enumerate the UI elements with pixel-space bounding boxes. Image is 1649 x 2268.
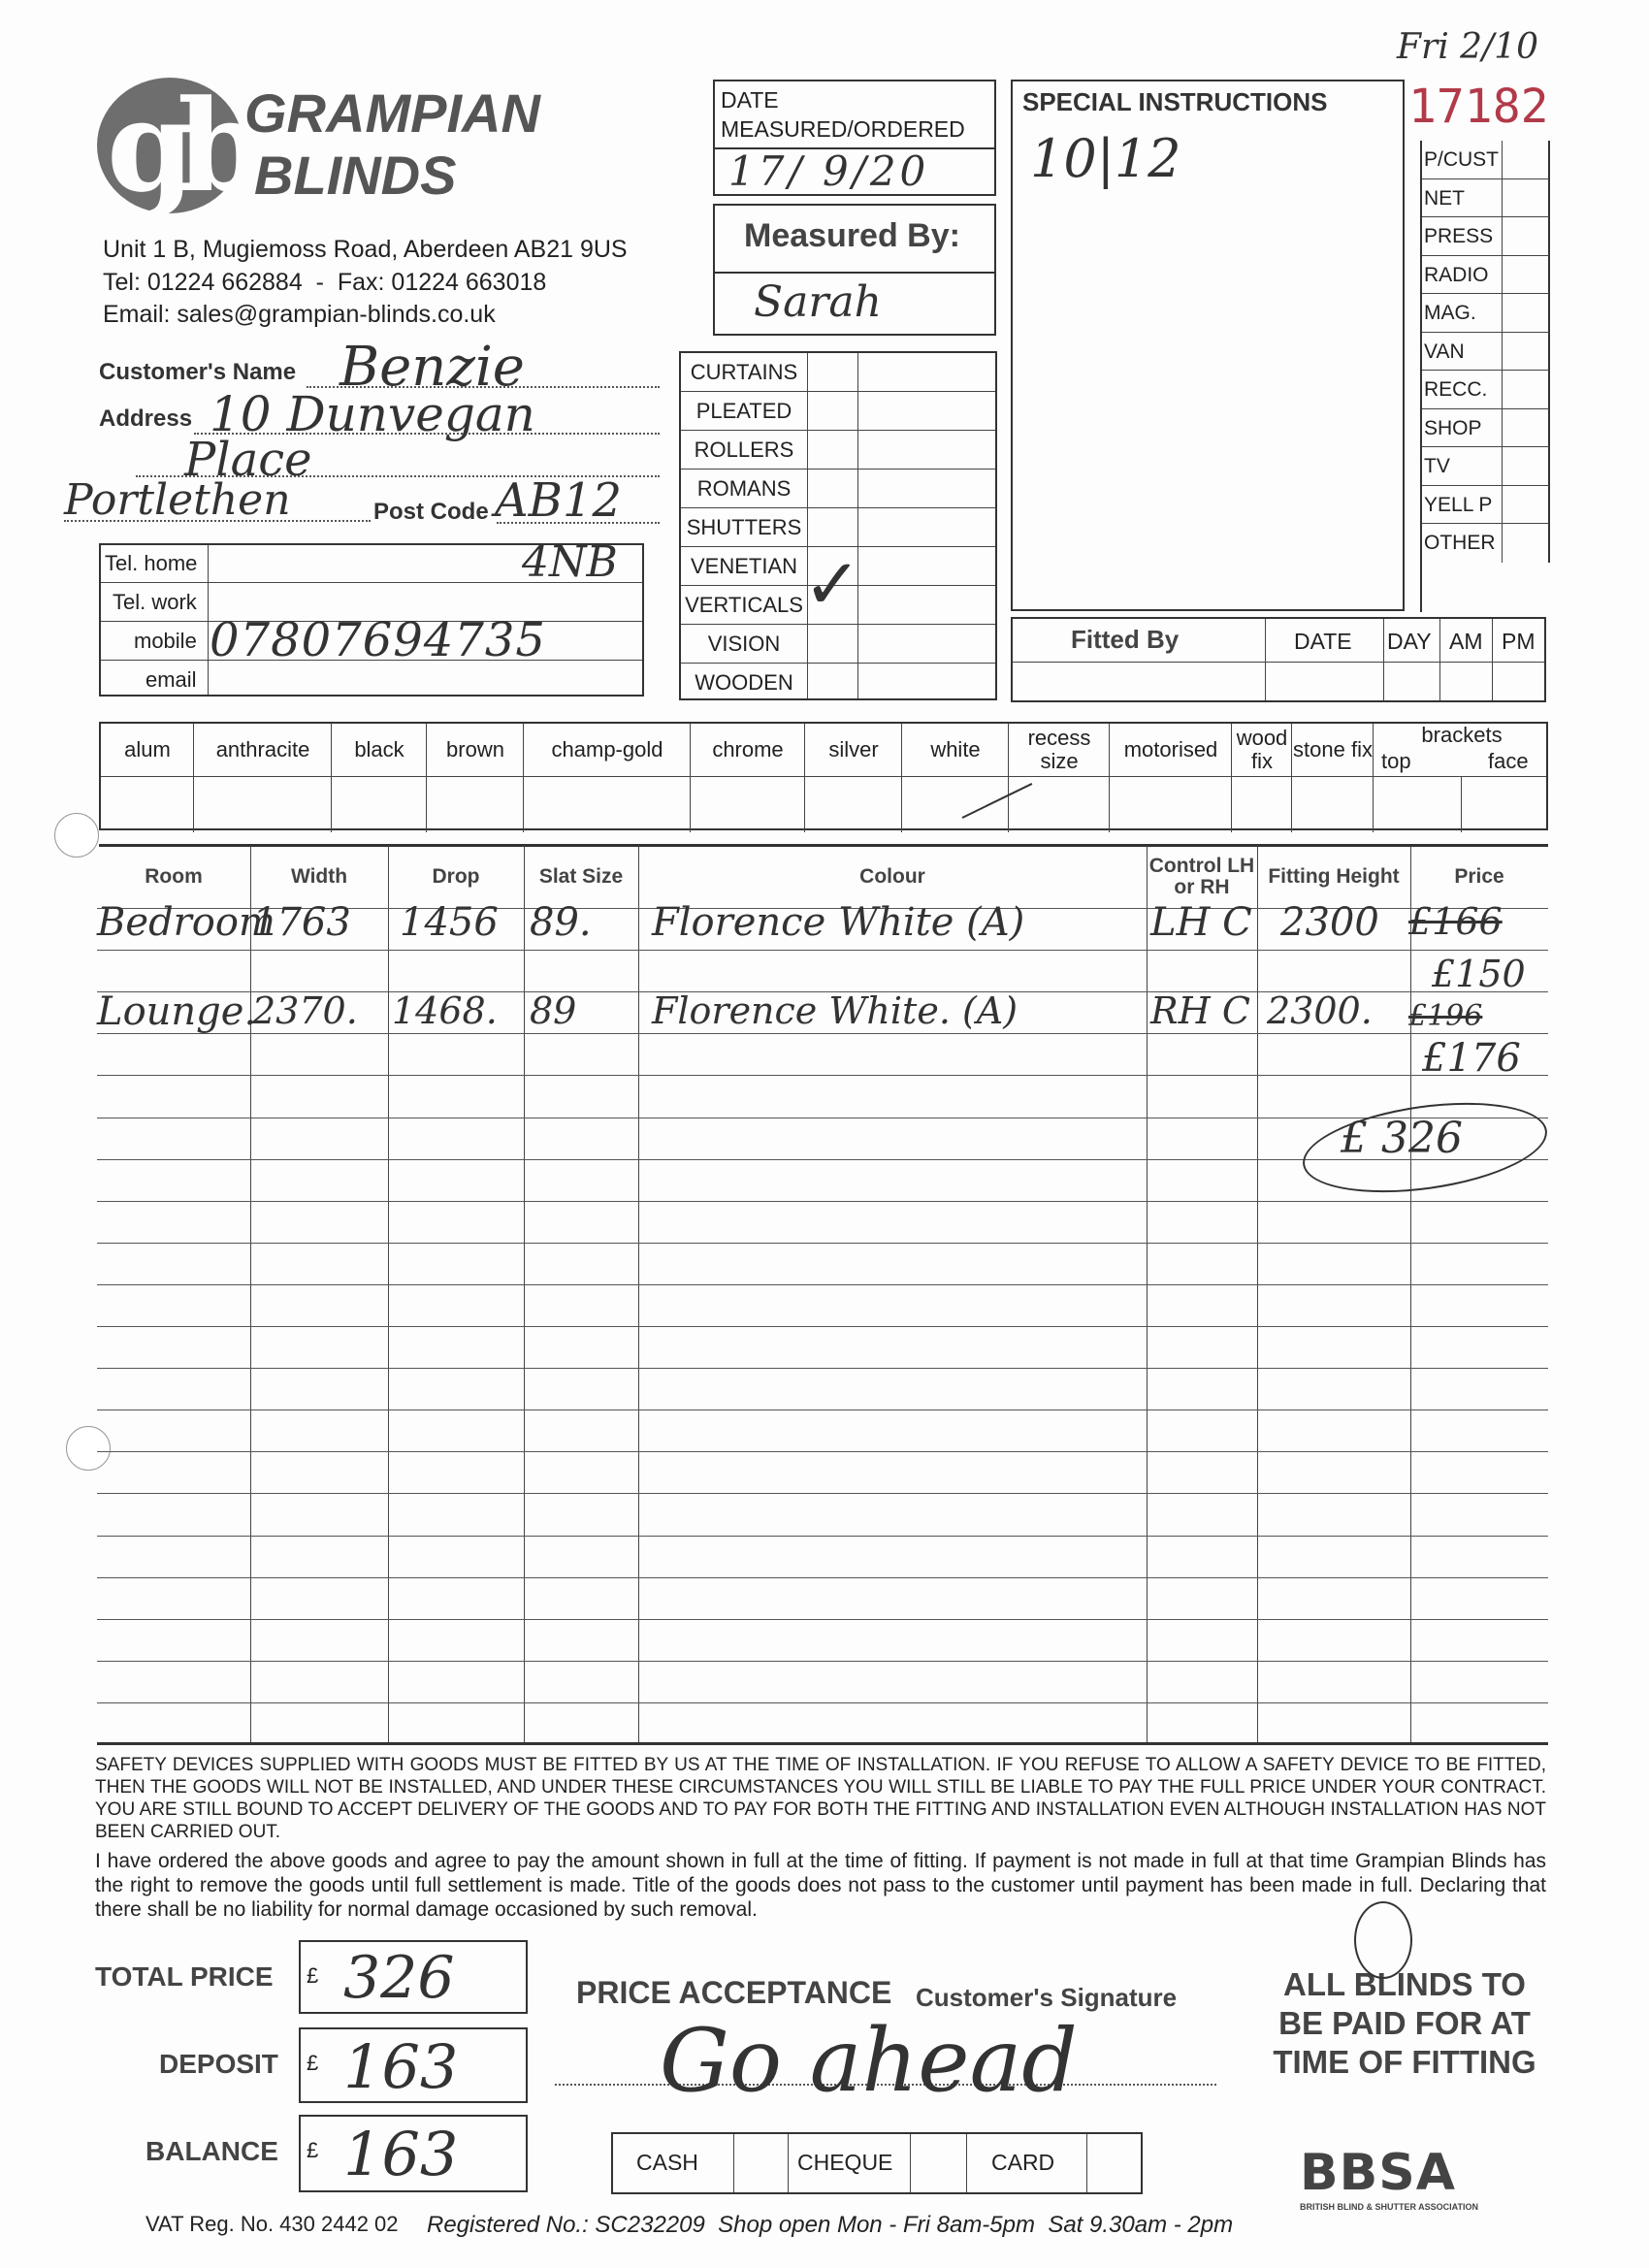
order-table	[97, 846, 1548, 1742]
row-line	[97, 1284, 1548, 1285]
source-option-shop[interactable]: SHOP	[1422, 409, 1502, 448]
column-header-drop: Drop	[432, 865, 480, 888]
source-checkbox[interactable]	[1502, 524, 1550, 563]
row2-width: 2370.	[252, 989, 358, 1032]
address-line1: 10 Dunvegan	[210, 386, 535, 442]
balance-value: 163	[343, 2119, 459, 2189]
payment-notice: ALL BLINDS TO BE PAID FOR AT TIME OF FITTING	[1273, 1966, 1536, 2080]
special-instructions-label: SPECIAL INSTRUCTIONS	[1022, 87, 1328, 116]
source-checkbox[interactable]	[1502, 333, 1550, 372]
row2-price: £176	[1422, 1036, 1521, 1081]
registered-info: Registered No.: SC232209 Shop open Mon - Fri 8am-5pm Sat 9.30am - 2pm	[427, 2212, 1234, 2238]
column-header-slat-size: Slat Size	[538, 865, 624, 888]
product-types	[679, 351, 997, 700]
special-instructions-box	[1011, 80, 1405, 611]
finish-options	[99, 722, 1548, 830]
row2-drop: 1468.	[392, 989, 498, 1032]
source-option-van[interactable]: VAN	[1422, 333, 1502, 372]
source-option-radio[interactable]: RADIO	[1422, 256, 1502, 295]
column-header-room: Room	[145, 865, 203, 888]
row-line	[97, 1201, 1548, 1202]
fitted-by-label: Fitted By	[1071, 625, 1180, 654]
punch-hole-top	[54, 813, 99, 858]
safety-terms: SAFETY DEVICES SUPPLIED WITH GOODS MUST BE FITTED BY US AT THE TIME OF INSTALLATION. IF YOU REFUSE TO ALLOW A SAFETY DEVICE TO BE FITTED, THEN THE GOODS WILL NOT BE INSTALLED, AND UNDER THESE CIRCUMSTANCES YOU WILL STILL BE LIABLE TO PAY THE FULL PRICE UNDER YOUR CONTRACT. YOU ARE STILL BOUND TO ACCEPT DELIVERY OF THE GOODS AND TO PAY FOR BOTH THE FITTING AND INSTALLATION EVEN ALTHOUGH INSTALLATION HAS NOT BEEN CARRIED OUT.	[95, 1755, 1546, 1842]
cash-option[interactable]: CASH	[636, 2150, 698, 2175]
tel-home-label: Tel. home	[105, 551, 198, 575]
row2-slat: 89	[530, 989, 577, 1032]
email-label: email	[146, 667, 197, 692]
date-measured-label: MEASURED/ORDERED	[721, 116, 965, 142]
product-curtains[interactable]: CURTAINS	[690, 360, 798, 384]
source-option-net[interactable]: NET	[1422, 179, 1502, 218]
source-checkbox[interactable]	[1502, 179, 1550, 218]
bbsa-logo: BBSA	[1300, 2144, 1456, 2202]
payment-method	[611, 2132, 1143, 2194]
product-verticals[interactable]: VERTICALS	[685, 593, 803, 617]
measured-by-value: Sarah	[754, 277, 882, 327]
option-brackets[interactable]: brackets	[1421, 723, 1503, 747]
deposit-box	[299, 2027, 528, 2103]
measured-by-label: Measured By:	[744, 217, 960, 254]
row-line	[97, 950, 1548, 951]
postcode-label: Post Code	[373, 499, 489, 525]
company-address: Unit 1 B, Mugiemoss Road, Aberdeen AB21 9US	[103, 236, 628, 263]
deposit-currency: £	[307, 2051, 319, 2075]
deposit-value: 163	[343, 2031, 459, 2102]
contact-table	[99, 537, 644, 697]
source-checkbox[interactable]	[1502, 217, 1550, 256]
option-black[interactable]: black	[354, 737, 404, 761]
row-line	[97, 1451, 1548, 1452]
source-checkbox[interactable]	[1502, 141, 1550, 179]
source-checkbox[interactable]	[1502, 409, 1550, 448]
option-stone-fix[interactable]: stone fix	[1293, 737, 1373, 761]
customer-name-label: Customer's Name	[99, 359, 297, 385]
product-rollers[interactable]: ROLLERS	[694, 437, 794, 462]
option-chrome[interactable]: chrome	[712, 737, 784, 761]
brackets-top-label[interactable]: top	[1381, 749, 1411, 773]
source-option-press[interactable]: PRESS	[1422, 217, 1502, 256]
row1-colour: Florence White (A)	[652, 900, 1025, 945]
column-divider	[638, 846, 639, 1742]
column-header-price: Price	[1454, 865, 1504, 888]
source-checklist	[1420, 141, 1548, 612]
source-checkbox[interactable]	[1502, 256, 1550, 295]
brand-name-line1: GRAMPIAN	[244, 82, 540, 144]
fitted-by-table	[1011, 617, 1546, 702]
row-line	[97, 1243, 1548, 1244]
product-vision[interactable]: VISION	[707, 632, 781, 656]
header-note: Fri 2/10	[1397, 27, 1538, 67]
option-brown[interactable]: brown	[446, 737, 504, 761]
row2-control: RH C	[1150, 989, 1250, 1032]
tel-work-label: Tel. work	[113, 590, 197, 614]
option-white[interactable]: white	[930, 737, 981, 761]
postcode-extra: 4NB	[522, 537, 618, 587]
date-label: DATE	[721, 87, 779, 113]
source-option-other[interactable]: OTHER	[1424, 532, 1496, 554]
product-wooden[interactable]: WOODEN	[695, 670, 793, 695]
product-pleated[interactable]: PLEATED	[695, 399, 792, 423]
row1-slat: 89.	[530, 900, 592, 945]
date-measured-box	[713, 80, 996, 196]
row-line	[97, 1619, 1548, 1620]
logo-letters: gb	[107, 72, 248, 220]
company-phones: Tel: 01224 662884 - Fax: 01224 663018	[103, 269, 547, 296]
company-email: Email: sales@grampian-blinds.co.uk	[103, 301, 496, 328]
bbsa-caption: BRITISH BLIND & SHUTTER ASSOCIATION	[1300, 2202, 1478, 2212]
address-line3: Portlethen	[64, 475, 291, 525]
row-line	[97, 1033, 1548, 1034]
source-option-tv[interactable]: TV	[1422, 447, 1502, 486]
row-line	[97, 1075, 1548, 1076]
row-line	[97, 1661, 1548, 1662]
fitted-date-label: DATE	[1294, 629, 1352, 654]
customer-signature-label: Customer's Signature	[916, 1983, 1178, 2012]
option-motorised[interactable]: motorised	[1123, 737, 1218, 761]
balance-currency: £	[307, 2138, 319, 2162]
total-price-value: 326	[343, 1944, 455, 2012]
address-line2: Place	[184, 433, 312, 487]
column-divider	[388, 846, 389, 1742]
row1-price: £150	[1432, 953, 1526, 995]
row1-room: Bedroom	[97, 900, 275, 945]
row1-control: LH C	[1150, 900, 1252, 945]
order-number: 17182	[1408, 80, 1549, 134]
mobile-value: 07807694735	[210, 613, 546, 667]
source-checkbox[interactable]	[1502, 294, 1550, 333]
row1-height: 2300	[1280, 900, 1379, 945]
option-recess-size[interactable]: recess size	[1027, 726, 1091, 773]
column-divider	[524, 846, 525, 1742]
row-line	[97, 1326, 1548, 1327]
row1-price-struck: £166	[1408, 900, 1503, 943]
source-checkbox[interactable]	[1502, 371, 1550, 409]
mobile-label: mobile	[134, 629, 197, 653]
vat-number: VAT Reg. No. 430 2442 02	[146, 2212, 399, 2236]
column-divider	[250, 846, 251, 1742]
notice-circle-annotation	[1354, 1901, 1412, 1979]
deposit-label: DEPOSIT	[159, 2049, 278, 2079]
total-currency: £	[307, 1963, 319, 1988]
source-option-yellp[interactable]: YELL P	[1422, 486, 1502, 525]
row2-room: Lounge.	[97, 989, 257, 1034]
column-divider	[1410, 846, 1411, 1742]
row-line	[97, 1702, 1548, 1703]
special-instructions-value: 10|12	[1030, 128, 1181, 189]
fitted-pm-label: PM	[1502, 629, 1536, 654]
option-wood-fix[interactable]: wood fix	[1236, 726, 1288, 773]
product-venetian[interactable]: VENETIAN	[690, 554, 798, 578]
column-header-width: Width	[290, 865, 348, 888]
row-line	[97, 1577, 1548, 1578]
option-silver[interactable]: silver	[828, 737, 879, 761]
row1-width: 1763	[252, 900, 351, 945]
agreement-terms: I have ordered the above goods and agree to pay the amount shown in full at the time of fitting. If payment is not made in full at that time Grampian Blinds has the right to remove the goods until full settlement is made. Title of the goods does not pass to the customer until payment has been made in full. Declaring that there shall be no liability for normal damage occasioned by such removal.	[95, 1850, 1546, 1921]
balance-box	[299, 2115, 528, 2192]
total-price-label: TOTAL PRICE	[95, 1961, 274, 1992]
postcode-value: AB12	[495, 473, 623, 528]
product-romans[interactable]: ROMANS	[696, 476, 792, 501]
source-option-mag[interactable]: MAG.	[1422, 294, 1502, 333]
fitted-day-label: DAY	[1387, 629, 1432, 654]
brand-name-line2: BLINDS	[254, 145, 457, 206]
card-option[interactable]: CARD	[991, 2150, 1055, 2175]
fitted-am-label: AM	[1449, 629, 1483, 654]
option-champ-gold[interactable]: champ-gold	[551, 737, 663, 761]
price-acceptance-label: PRICE ACCEPTANCE	[576, 1975, 892, 2010]
balance-label: BALANCE	[146, 2136, 278, 2166]
measured-by-box	[713, 204, 996, 336]
verticals-tick: ✓	[803, 543, 862, 625]
company-logo	[97, 72, 248, 220]
source-option-pcust[interactable]: P/CUST	[1422, 141, 1502, 179]
source-checkbox[interactable]	[1502, 486, 1550, 525]
row2-height: 2300.	[1267, 989, 1373, 1032]
column-header-colour: Colour	[859, 865, 925, 888]
row-line	[97, 1493, 1548, 1494]
row-line	[97, 1409, 1548, 1410]
option-anthracite[interactable]: anthracite	[215, 737, 310, 761]
row2-colour: Florence White. (A)	[652, 989, 1018, 1032]
source-option-recc[interactable]: RECC.	[1422, 371, 1502, 409]
product-shutters[interactable]: SHUTTERS	[686, 515, 802, 539]
address-label: Address	[99, 405, 193, 432]
row2-price-struck: £196	[1408, 999, 1483, 1033]
row-line	[97, 1368, 1548, 1369]
source-checkbox[interactable]	[1502, 447, 1550, 486]
row1-drop: 1456	[400, 900, 499, 945]
row-line	[97, 1536, 1548, 1537]
customer-signature[interactable]: Go ahead	[660, 2010, 1078, 2112]
date-measured-value: 17/ 9/20	[728, 147, 930, 195]
option-alum[interactable]: alum	[124, 737, 171, 761]
brackets-face-label[interactable]: face	[1488, 749, 1529, 773]
column-divider	[1147, 846, 1148, 1742]
table-total-note: £ 326	[1341, 1114, 1463, 1163]
column-header-control-lh-or-rh: Control LH or RH	[1148, 855, 1255, 898]
customer-name: Benzie	[340, 336, 525, 399]
total-price-box	[299, 1940, 528, 2014]
column-header-fitting-height: Fitting Height	[1268, 865, 1400, 888]
cheque-option[interactable]: CHEQUE	[797, 2150, 893, 2175]
column-divider	[1257, 846, 1258, 1742]
